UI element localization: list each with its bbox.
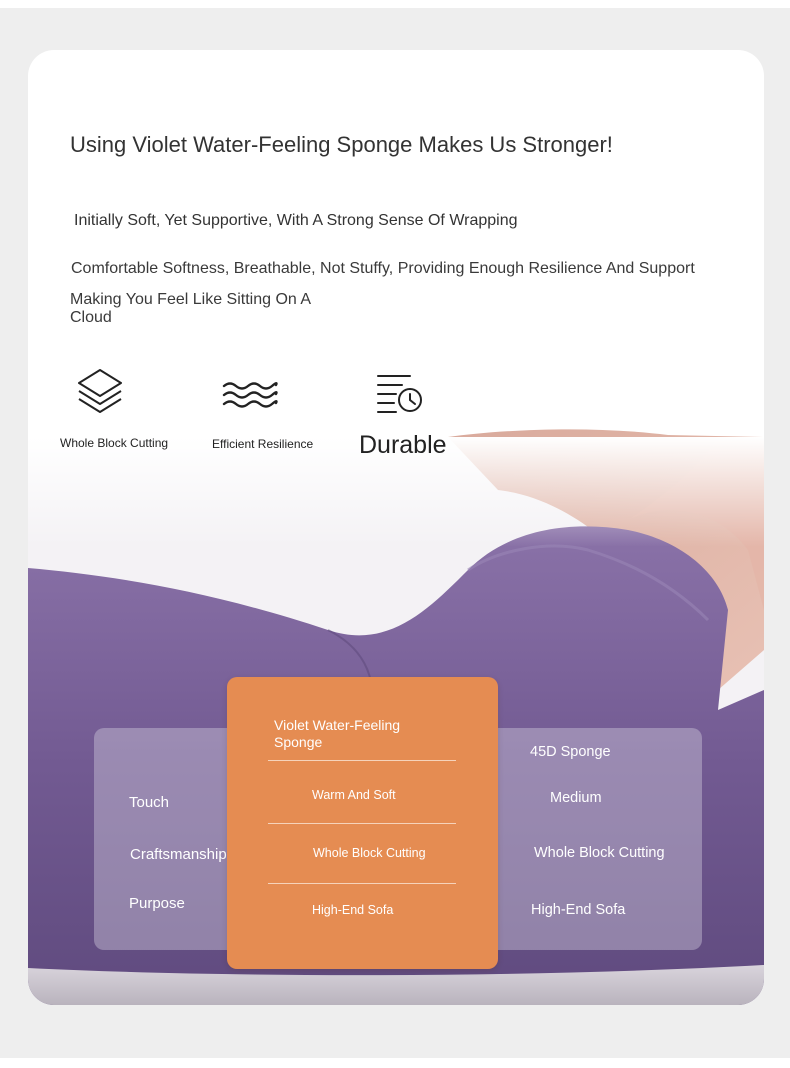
divider xyxy=(268,823,456,824)
violet-touch-value: Warm And Soft xyxy=(312,788,396,802)
subtitle-comfort: Comfortable Softness, Breathable, Not Stuffy, Providing Enough Resilience And Support xyxy=(71,260,695,277)
feature-label-durable: Durable xyxy=(359,431,447,459)
subtitle-wrapping: Initially Soft, Yet Supportive, With A Strong Sense Of Wrapping xyxy=(74,212,518,229)
row-label-touch: Touch xyxy=(129,794,170,811)
list-clock-icon xyxy=(376,373,424,415)
violet-purpose-value: High-End Sofa xyxy=(312,903,394,917)
standard-craftsmanship-value: Whole Block Cutting xyxy=(534,845,665,861)
waves-icon xyxy=(221,380,279,410)
headline: Using Violet Water-Feeling Sponge Makes Us Stronger! xyxy=(70,132,613,157)
layers-icon xyxy=(76,367,124,417)
standard-sponge-title: 45D Sponge xyxy=(530,744,611,760)
violet-craftsmanship-value: Whole Block Cutting xyxy=(313,846,426,860)
divider xyxy=(268,760,456,761)
row-label-purpose: Purpose xyxy=(129,895,185,912)
violet-sponge-column xyxy=(227,677,498,969)
row-label-craftsmanship: Craftsmanship xyxy=(130,846,227,863)
standard-touch-value: Medium xyxy=(550,790,602,806)
feature-label-whole-block: Whole Block Cutting xyxy=(60,436,169,450)
standard-purpose-value: High-End Sofa xyxy=(531,902,626,918)
violet-sponge-title: Violet Water-Feeling Sponge xyxy=(274,717,401,750)
subtitle-cloud: Making You Feel Like Sitting On A Cloud xyxy=(70,291,311,326)
divider xyxy=(268,883,456,884)
product-card xyxy=(28,50,764,1005)
feature-label-resilience: Efficient Resilience xyxy=(212,437,314,451)
